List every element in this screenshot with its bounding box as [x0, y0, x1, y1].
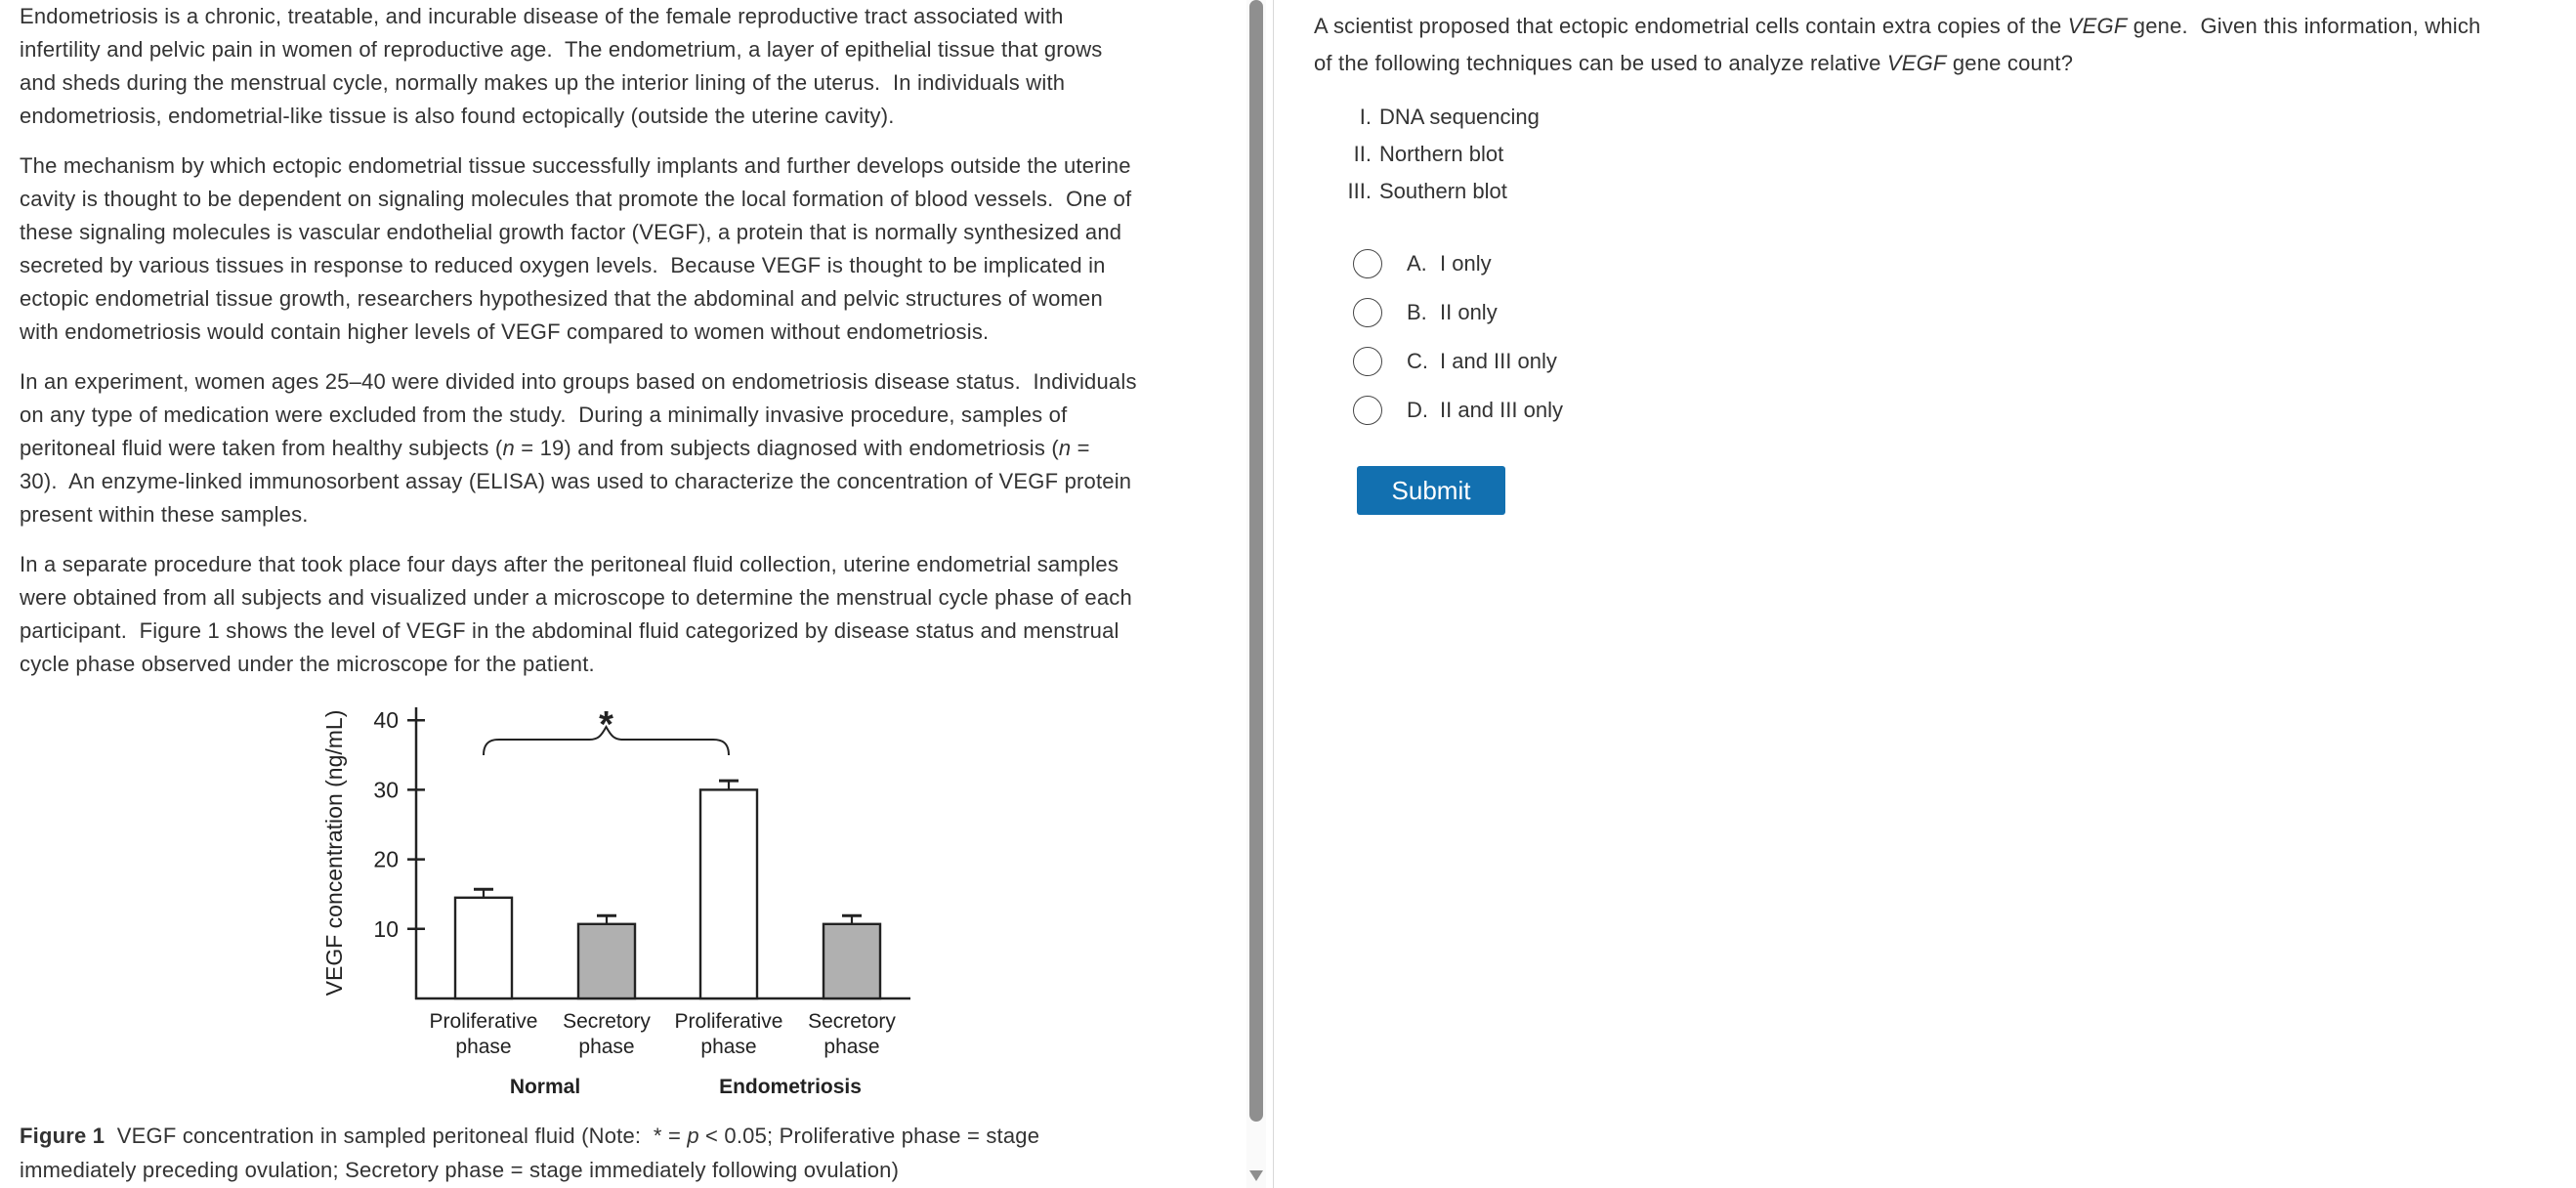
numeral-text: Northern blot: [1379, 142, 1504, 166]
passage-paragraph-2: The mechanism by which ectopic endometrial tissue successfully implants and further develops outside the uterine cavity is thought to be dependent on signaling molecules that promote the local formation of blood vessels. One of these signaling molecules is vascular endothelial growth factor (VEGF), a protein that is normally synthesized and secreted by various tissues in response to reduced oxygen levels. Because VEGF is thought to be implicated in ectopic endometrial tissue growth, researchers hypothesized that the abdominal and pelvic structures of women with endometriosis would contain higher levels of VEGF compared to women without endometriosis.: [20, 153, 1132, 344]
passage-paragraph-1: Endometriosis is a chronic, treatable, and incurable disease of the female reproductive tract associated with infertility and pelvic pain in women of reproductive age. The endometrium, a layer of epithelial tissue that grows and sheds during the menstrual cycle, normally makes up the interior lining of the uterus. In individuals with endometriosis, endometrial-like tissue is also found ectopically (outside the uterine cavity).: [20, 4, 1103, 128]
radio-button-c[interactable]: [1353, 347, 1382, 376]
svg-text:*: *: [599, 704, 613, 745]
choice-text: I only: [1440, 251, 1492, 276]
svg-text:phase: phase: [823, 1036, 880, 1058]
svg-text:30: 30: [373, 777, 399, 803]
svg-text:phase: phase: [578, 1036, 635, 1058]
question-panel: [1274, 0, 2576, 1188]
passage-panel: [20, 0, 1236, 698]
passage-scrollbar-thumb[interactable]: [1249, 0, 1263, 1122]
numeral-text: DNA sequencing: [1379, 105, 1540, 129]
question-stem: A scientist proposed that ectopic endometrial cells contain extra copies of the VEGF gene. Given this information, which of the following techniques can be used to analyze relative VEGF gene count?: [1314, 14, 2481, 75]
svg-text:Normal: Normal: [509, 1076, 581, 1098]
choice-letter: D.: [1407, 398, 1428, 422]
numeral-item-3: [1313, 173, 1540, 210]
radio-button-b[interactable]: [1353, 298, 1382, 327]
passage-scrollbar-track[interactable]: [1246, 0, 1266, 1188]
svg-text:Secretory: Secretory: [563, 1010, 651, 1033]
svg-text:Proliferative: Proliferative: [429, 1010, 538, 1033]
passage-paragraph-4: In a separate procedure that took place four days after the peritoneal fluid collection, uterine endometrial samples were obtained from all subjects and visualized under a microscope to determine the menstrual cycle phase of each participant. Figure 1 shows the level of VEGF in the abdominal fluid categorized by disease status and menstrual cycle phase observed under the microscope for the patient.: [20, 552, 1132, 676]
figure1-chart: [293, 694, 938, 1109]
numeral-list: [1313, 99, 1540, 210]
radio-button-a[interactable]: [1353, 249, 1382, 278]
choice-row-b[interactable]: [1353, 297, 1498, 328]
choice-text: II and III only: [1440, 398, 1563, 422]
svg-text:VEGF concentration (ng/mL): VEGF concentration (ng/mL): [321, 709, 347, 997]
svg-text:Secretory: Secretory: [808, 1010, 896, 1033]
choice-letter: C.: [1407, 349, 1428, 373]
passage-paragraph-3: In an experiment, women ages 25–40 were divided into groups based on endometriosis disease status. Individuals on any type of medication were excluded from the study. During a minimally invasive procedure, samples of peritoneal fluid were taken from healthy subjects (n = 19) and from subjects diagnosed with endometriosis (n = 30). An enzyme-linked immunosorbent assay (ELISA) was used to characterize the concentration of VEGF protein present within these samples.: [20, 369, 1137, 527]
choice-letter: A.: [1407, 251, 1427, 276]
svg-text:10: 10: [373, 915, 399, 942]
choice-text: II only: [1440, 300, 1498, 324]
svg-text:Endometriosis: Endometriosis: [719, 1076, 862, 1098]
numeral-label: I.: [1359, 105, 1372, 129]
svg-text:phase: phase: [455, 1036, 512, 1058]
svg-text:Proliferative: Proliferative: [674, 1010, 783, 1033]
figure-caption: Figure 1 VEGF concentration in sampled peritoneal fluid (Note: * = p < 0.05; Proliferative phase = stage immediately preceding ovulation; Secretory phase = stage immediately following ovulation): [20, 1124, 1040, 1182]
numeral-label: III.: [1347, 179, 1372, 203]
scroll-down-arrow-icon[interactable]: [1249, 1170, 1263, 1181]
choice-row-d[interactable]: [1353, 395, 1563, 426]
radio-button-d[interactable]: [1353, 396, 1382, 425]
numeral-item-1: [1313, 99, 1540, 136]
svg-text:20: 20: [373, 846, 399, 872]
choice-letter: B.: [1407, 300, 1427, 324]
svg-text:40: 40: [373, 707, 399, 734]
choice-row-c[interactable]: [1353, 346, 1557, 377]
submit-button[interactable]: Submit: [1357, 466, 1505, 515]
choice-row-a[interactable]: [1353, 248, 1492, 279]
numeral-text: Southern blot: [1379, 179, 1507, 203]
choice-text: I and III only: [1440, 349, 1557, 373]
svg-text:phase: phase: [700, 1036, 757, 1058]
numeral-label: II.: [1353, 142, 1372, 166]
numeral-item-2: [1313, 136, 1540, 173]
